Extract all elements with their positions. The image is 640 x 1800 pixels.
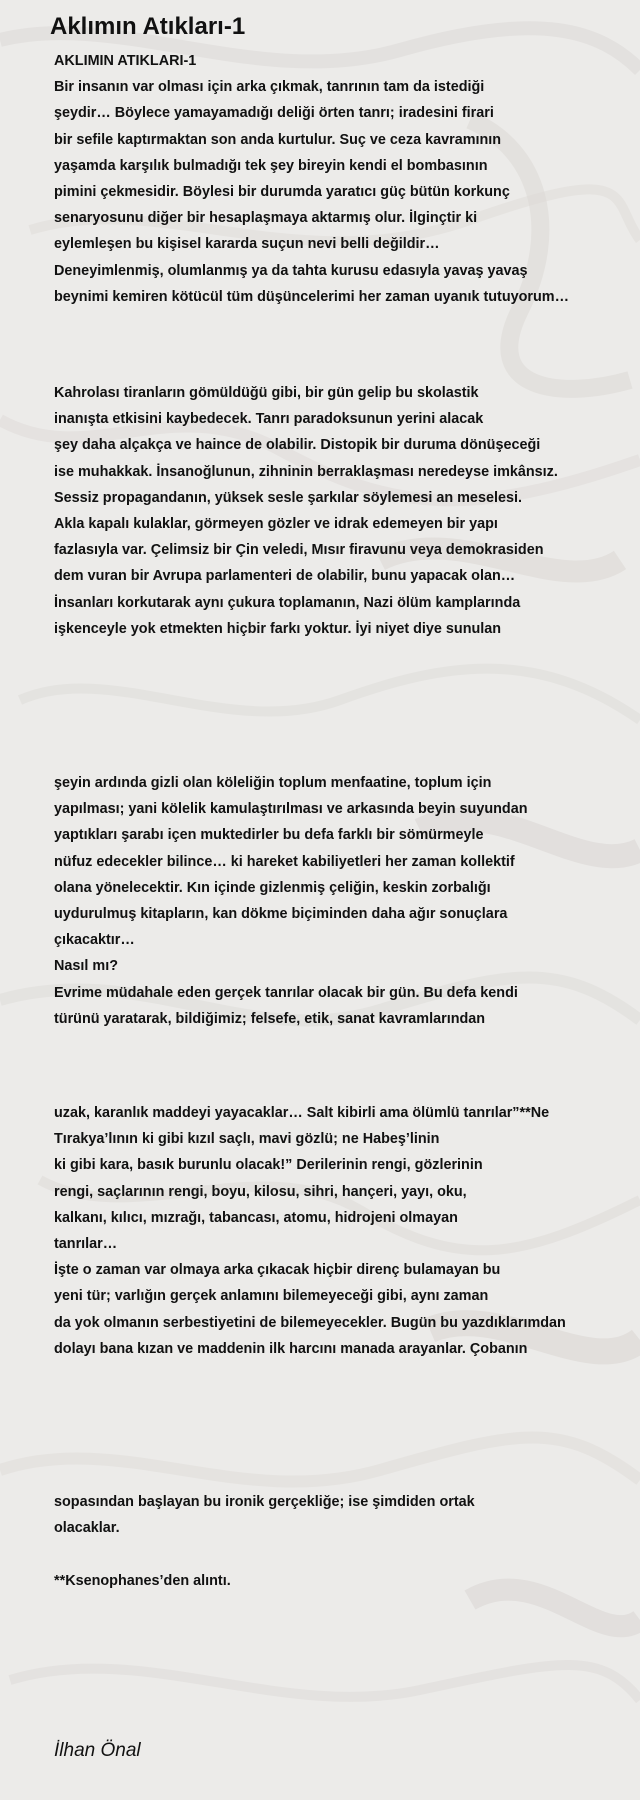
poem-line: olacaklar.: [54, 1520, 120, 1537]
poem-line: ise muhakkak. İnsanoğlunun, zihninin berraklaşması neredeyse imkânsız.: [54, 463, 558, 480]
poem-line: dolayı bana kızan ve maddenin ilk harcını manada arayanlar. Çobanın: [54, 1340, 528, 1357]
poem-line: beynimi kemiren kötücül tüm düşüncelerimi her zaman uyanık tutuyorum…: [54, 288, 569, 305]
poem-line: inanışta etkisini kaybedecek. Tanrı paradoksunun yerini alacak: [54, 411, 484, 428]
poem-line: türünü yaratarak, bildiğimiz; felsefe, etik, sanat kavramlarından: [54, 1010, 486, 1027]
poem-line: şeyin ardında gizli olan köleliğin toplum menfaatine, toplum için: [54, 775, 492, 791]
poem-line: pimini çekmesidir. Böylesi bir durumda yaratıcı güç bütün korkunç: [54, 184, 510, 201]
author-name: İlhan Önal: [54, 1740, 141, 1761]
poem-line: Akla kapalı kulaklar, görmeyen gözler ve idrak edemeyen bir yapı: [54, 516, 498, 533]
poem-line: eylemleşen bu kişisel kararda suçun nevi belli değildir…: [54, 236, 440, 253]
poem-line: şeydir… Böylece yamayamadığı deliği örten tanrı; iradesini firari: [54, 105, 494, 122]
poem-line: yaptıkları şarabı içen muktedirler bu defa farklı bir sömürmeyle: [54, 827, 484, 844]
poem-line: nüfuz edecekler bilince… ki hareket kabiliyetleri her zaman kollektif: [54, 853, 515, 870]
stanza-4: [54, 1100, 634, 1362]
poem-line: ki gibi kara, basık burunlu olacak!” Derilerinin rengi, gözlerinin: [54, 1157, 483, 1174]
stanza-1: [54, 48, 634, 310]
poem-line: kalkanı, kılıcı, mızrağı, tabancası, atomu, hidrojeni olmayan: [54, 1209, 458, 1226]
poem-line: dem vuran bir Avrupa parlamenteri de olabilir, bunu yapacak olan…: [54, 568, 516, 585]
poem-line: olana yönelecektir. Kın içinde gizlenmiş çeliğin, keskin zorbalığı: [54, 879, 491, 896]
poem-line: Deneyimlenmiş, olumlanmış ya da tahta kurusu edasıyla yavaş yavaş: [54, 262, 528, 279]
poem-subtitle: AKLIMIN ATIKLARI-1: [54, 53, 197, 69]
poem-line: Tırakya’lının ki gibi kızıl saçlı, mavi gözlü; ne Habeş’linin: [54, 1131, 440, 1148]
poem-line: Nasıl mı?: [54, 958, 118, 975]
poem-line: sopasından başlayan bu ironik gerçekliğe; ise şimdiden ortak: [54, 1494, 475, 1510]
poem-line: İşte o zaman var olmaya arka çıkacak hiçbir direnç bulamayan bu: [54, 1262, 501, 1279]
poem-line: şey daha alçakça ve haince de olabilir. Distopik bir duruma dönüşeceği: [54, 437, 541, 454]
poem-line: uzak, karanlık maddeyi yayacaklar… Salt kibirli ama ölümlü tanrılar”**Ne: [54, 1105, 550, 1121]
poem-line: bir sefile kaptırmaktan son anda kurtulur. Suç ve ceza kavramının: [54, 131, 502, 148]
poem-line: fazlasıyla var. Çelimsiz bir Çin veledi, Mısır firavunu veya demokrasiden: [54, 542, 544, 559]
poem-line: yapılması; yani kölelik kamulaştırılması ve arkasında beyin suyundan: [54, 801, 528, 818]
poem-line: çıkacaktır…: [54, 932, 135, 949]
poem-line: uydurulmuş kitapların, kan dökme biçiminden daha ağır sonuçlara: [54, 906, 508, 923]
poem-line: İnsanları korkutarak aynı çukura toplamanın, Nazi ölüm kamplarında: [54, 594, 521, 611]
poem-line: Kahrolası tiranların gömüldüğü gibi, bir gün gelip bu skolastik: [54, 385, 479, 401]
poem-line: Sessiz propagandanın, yüksek sesle şarkılar söylemesi an meselesi.: [54, 489, 522, 506]
poem-line: Bir insanın var olması için arka çıkmak, tanrının tam da istediği: [54, 79, 485, 96]
poem-line: yaşamda karşılık bulmadığı tek şey bireyin kendi el bombasının: [54, 157, 488, 174]
poem-line: yeni tür; varlığın gerçek anlamını bilemeyeceği gibi, aynı zaman: [54, 1288, 489, 1305]
poem-line: rengi, saçlarının rengi, boyu, kilosu, sihri, hançeri, yayı, oku,: [54, 1183, 467, 1200]
stanza-5: [54, 1489, 634, 1541]
footnote: **Ksenophanes’den alıntı.: [54, 1573, 231, 1589]
poem-line: tanrılar…: [54, 1236, 118, 1253]
stanza-3: [54, 770, 634, 1032]
poem-line: da yok olmanın serbestiyetini de bilemeyecekler. Bugün bu yazdıklarımdan: [54, 1314, 566, 1331]
poem-line: işkenceyle yok etmekten hiçbir farkı yoktur. İyi niyet diye sunulan: [54, 620, 502, 637]
poem-line: Evrime müdahale eden gerçek tanrılar olacak bir gün. Bu defa kendi: [54, 984, 518, 1001]
stanza-2: [54, 380, 634, 642]
poem-line: senaryosunu diğer bir hesaplaşmaya aktarmış olur. İlginçtir ki: [54, 210, 478, 227]
poem-title: Aklımın Atıkları-1: [50, 13, 246, 40]
